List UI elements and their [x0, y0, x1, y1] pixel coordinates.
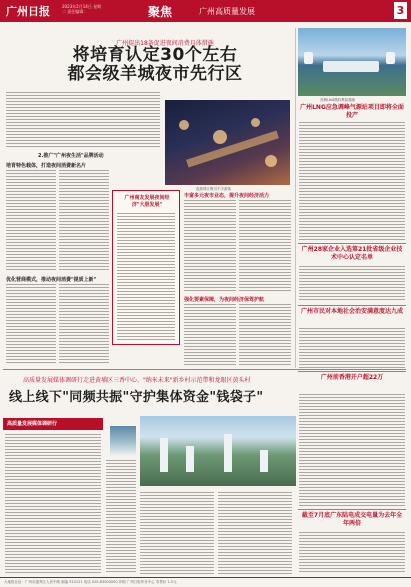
right-divider — [298, 243, 406, 244]
photo-tower — [260, 450, 268, 472]
band-headline: 线上线下"同频共振"守护集体资金"钱袋子" — [9, 390, 264, 405]
photo-tank — [386, 52, 395, 64]
lead-subhead-1: 2.推广"广州夜生活"品牌活动 — [38, 153, 104, 159]
photo-tower — [160, 438, 168, 472]
photo-ship — [323, 61, 379, 72]
band-kicker: 高质量发展媒体调研行走进黄埔区三香中心、"纳米未来"新乡村示范带和龙眼区黄头村 — [23, 377, 251, 384]
mid-body-1b — [239, 200, 291, 292]
right-title-4: 广州前香港开户超22万 — [320, 374, 384, 381]
city-aerial-photo — [140, 416, 296, 486]
night-photo-caption: 夜游珠江吸引不少游客 — [196, 187, 231, 191]
feature-band — [3, 369, 406, 417]
mid-title-1: 丰富多元夜市业态，提升夜间经济活力 — [184, 193, 270, 199]
right-body-1 — [299, 122, 405, 240]
mid-title-2: 强化要素保障，为夜间经济保驾护航 — [184, 297, 265, 303]
right-body-3 — [299, 328, 405, 368]
headline-line-2: 都会级羊城夜市先行区 — [67, 64, 243, 84]
lead-headline — [25, 46, 285, 84]
section-title: 聚焦 — [148, 5, 173, 19]
right-title-2: 广州28家企业入选第21批省级企业技术中心认定名单 — [301, 246, 403, 261]
mid-body-2b — [239, 304, 291, 366]
bottom-left-panel — [3, 418, 103, 580]
newspaper-logo: 广州日报 — [6, 5, 50, 18]
photo-light — [251, 118, 260, 127]
left-panel-body — [5, 434, 101, 574]
dome-photo — [110, 426, 136, 456]
right-title-1: 广州LNG应急调峰气源站项目即将全面投产 — [300, 104, 404, 119]
lead-subhead-2: 培育特色载体，打造夜间消费新名片 — [6, 163, 87, 169]
photo-tower — [224, 434, 232, 472]
lead-body-col2 — [59, 170, 109, 270]
bottom-body-col3 — [140, 492, 214, 574]
photo-light — [213, 130, 227, 144]
mid-body-1a — [184, 200, 236, 292]
photo-light — [265, 155, 277, 167]
right-divider — [298, 305, 406, 306]
column-divider — [295, 28, 296, 368]
issue-info: 2023年2月14日 星期二 责任编辑： — [62, 4, 102, 14]
page-number: 3 — [394, 2, 407, 19]
mid-body-2a — [184, 304, 236, 366]
boxed-body — [117, 213, 175, 341]
right-title-3: 广州市民对本地社会治安满意度达九成 — [300, 308, 403, 315]
night-street-photo — [165, 100, 290, 185]
bottom-body-col4 — [218, 492, 292, 574]
page-header — [0, 0, 411, 22]
right-body-5 — [299, 532, 405, 574]
lead-body-col3 — [6, 284, 56, 364]
bottom-body-col2 — [106, 460, 136, 574]
photo-tower — [186, 446, 194, 472]
lead-body-col1 — [6, 170, 56, 270]
right-title-5: 截至7月底广东陆电成交电量为去年全年两倍 — [301, 512, 403, 527]
lead-intro-text — [6, 92, 160, 148]
right-body-2 — [299, 266, 405, 302]
photo-light — [179, 120, 189, 130]
headline-line-1: 将培育认定30个左右 — [72, 45, 238, 65]
boxed-title: 广州南友发展夜间经济"大胆发展" — [124, 195, 170, 208]
lng-port-photo — [298, 28, 406, 96]
page-footer — [0, 577, 411, 587]
footer-text: 大地报社址：广州市越秀区人民中路 邮编 510121 电话 020-83000000 印刷 广州日报印务中心 零售价 1.5元 — [4, 580, 177, 584]
lead-subhead-3: 优化营商模式，推动夜间消费"提质上新" — [6, 277, 97, 283]
boxed-sidebar — [112, 190, 180, 345]
photo-tank — [304, 52, 313, 64]
port-photo-caption: 首艘LNG燃料集装箱船 — [320, 98, 356, 102]
lead-body-col4 — [59, 284, 109, 364]
section-subtitle: 广州高质量发展 — [199, 7, 255, 16]
left-panel-head: 高质量发展媒体调研行 — [3, 418, 103, 430]
lead-kicker: 广州提出18条促进夜间消费具体措施 — [116, 40, 214, 47]
right-divider — [298, 509, 406, 510]
